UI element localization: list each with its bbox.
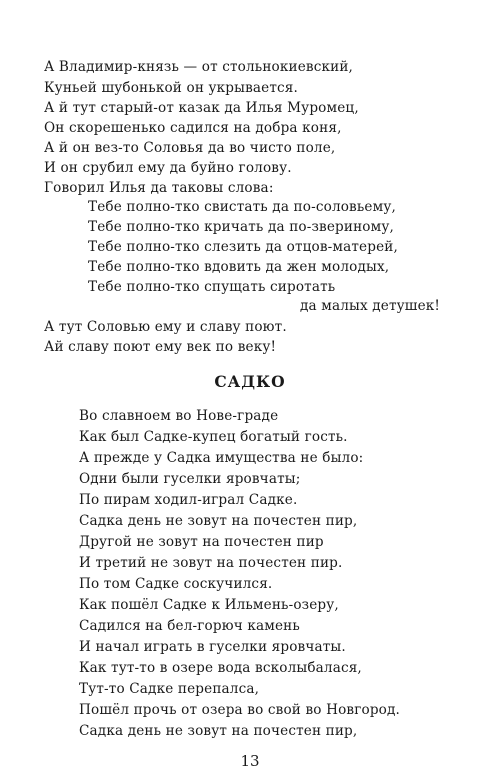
poem-line: И он срубил ему да буйно голову. xyxy=(44,160,292,176)
poem-line: Во славноем во Нове-граде xyxy=(79,408,279,424)
poem-line: Садился на бел-горюч камень xyxy=(79,618,300,634)
poem-line: Садка день не зовут на почестен пир, xyxy=(79,723,358,739)
speech-line: Тебе полно-тко вдовить да жен молодых, xyxy=(88,259,390,275)
speech-line: Тебе полно-тко кричать да по-звериному, xyxy=(88,219,394,235)
speech-line-continuation: да малых детушек! xyxy=(300,298,441,314)
poem-line: Ай славу поют ему век по веку! xyxy=(44,339,277,355)
speech-line: Тебе полно-тко свистать да по-соловьему, xyxy=(88,199,396,215)
poem-line: Тут-то Садке перепалса, xyxy=(79,681,260,697)
poem-line: Как был Садке-купец богатый гость. xyxy=(79,429,348,445)
poem-line: А й он вез-то Соловья да во чисто поле, xyxy=(44,140,336,156)
poem-line: И третий не зовут на почестен пир. xyxy=(79,555,343,571)
poem-line: А й тут старый-от казак да Илья Муромец, xyxy=(44,100,359,116)
poem-line: А тут Соловью ему и славу поют. xyxy=(44,319,287,335)
poem-line: Он скорешенько садился на добра коня, xyxy=(44,120,342,136)
poem-line: А Владимир-князь — от стольнокиевский, xyxy=(44,59,354,75)
poem-line: Говорил Илья да таковы слова: xyxy=(44,180,274,196)
speech-line: Тебе полно-тко спущать сиротать xyxy=(88,279,336,295)
speech-line: Тебе полно-тко слезить да отцов-матерей, xyxy=(88,239,398,255)
poem-line: А прежде у Садка имущества не было: xyxy=(79,450,364,466)
page-number: 13 xyxy=(240,752,260,770)
poem-line: И начал играть в гуселки яровчаты. xyxy=(79,639,346,655)
poem-line: Куньей шубонькой он укрывается. xyxy=(44,80,298,96)
poem-line: Как тут-то в озере вода всколыбалася, xyxy=(79,660,362,676)
poem-line: Другой не зовут на почестен пир xyxy=(79,534,324,550)
poem-line: Садка день не зовут на почестен пир, xyxy=(79,513,358,529)
section-heading: САДКО xyxy=(214,372,286,391)
poem-line: Одни были гуселки яровчаты; xyxy=(79,471,301,487)
poem-line: Пошёл прочь от озера во свой во Новгород. xyxy=(79,702,401,718)
poem-line: По том Садке соскучился. xyxy=(79,576,273,592)
poem-line: Как пошёл Садке к Ильмень-озеру, xyxy=(79,597,339,613)
poem-line: По пирам ходил-играл Садке. xyxy=(79,492,298,508)
